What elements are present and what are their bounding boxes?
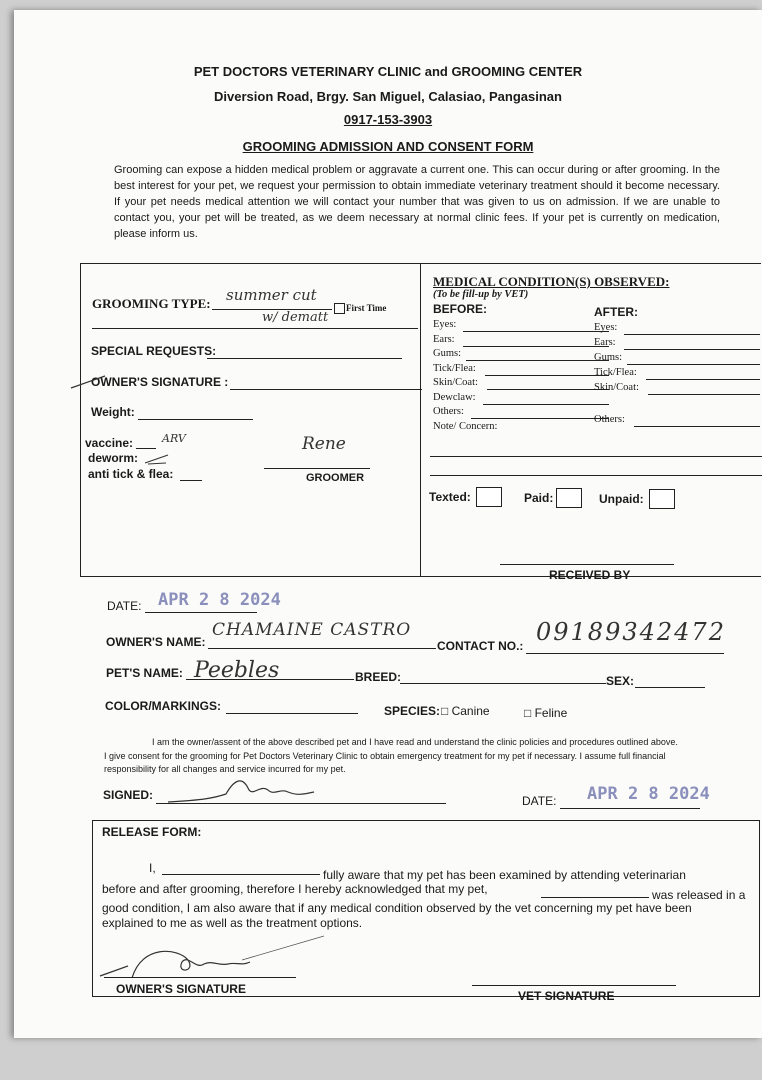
pet-name-line[interactable] bbox=[186, 679, 354, 680]
date2-line bbox=[560, 808, 700, 809]
before-item: Note/ Concern: bbox=[433, 420, 498, 432]
grooming-type-value-2: w/ dematt bbox=[262, 310, 329, 325]
contact-label: CONTACT NO.: bbox=[437, 639, 524, 653]
anti-tick-label: anti tick & flea: bbox=[88, 467, 174, 481]
section-divider bbox=[420, 263, 421, 577]
owner-name-line[interactable] bbox=[208, 648, 436, 649]
release-vet-line[interactable] bbox=[472, 985, 676, 986]
after-item[interactable]: Gums: bbox=[594, 352, 754, 367]
feline-option[interactable]: □ Feline bbox=[524, 706, 568, 720]
date-line bbox=[145, 612, 257, 613]
release-vet-label: VET SIGNATURE bbox=[518, 989, 615, 1003]
texted-checkbox[interactable] bbox=[476, 487, 502, 507]
unpaid-label: Unpaid: bbox=[599, 492, 644, 506]
special-requests-label: SPECIAL REQUESTS: bbox=[91, 344, 217, 358]
owner-signature-label: OWNER'S SIGNATURE : bbox=[91, 375, 229, 389]
before-item[interactable]: Tick/Flea: bbox=[433, 363, 593, 378]
after-item[interactable]: Others: bbox=[594, 414, 754, 429]
vaccine-label: vaccine: bbox=[85, 436, 134, 450]
first-time-checkbox[interactable] bbox=[334, 303, 345, 314]
consent-line-3: responsibility for all changes and service incurred for my pet. bbox=[104, 764, 346, 774]
before-item[interactable]: Skin/Coat: bbox=[433, 377, 593, 392]
sex-line[interactable] bbox=[635, 687, 705, 688]
release-owner-line[interactable] bbox=[104, 977, 296, 978]
owner-signature-line[interactable] bbox=[230, 389, 422, 390]
release-line2-suffix: was released in a bbox=[652, 888, 746, 902]
intro-paragraph: Grooming can expose a hidden medical problem or aggravate a current one. This can occur during or after grooming. In the best interest for your pet, we request your permission to obtain immediate veterinary treatment should it become necessary. If your pet needs medical attention we will contact your number that was given to us on admission. If we are unable to contact you, your pet will be treated, as we deem necessary at normal clinic fees. If your pet is currently on medication, please inform us. bbox=[114, 164, 720, 240]
grooming-type-value: summer cut bbox=[226, 286, 317, 304]
before-item[interactable]: Eyes: bbox=[433, 319, 593, 334]
groomer-label: GROOMER bbox=[306, 472, 365, 484]
paid-label: Paid: bbox=[524, 491, 554, 505]
release-line1-prefix: I, bbox=[149, 861, 156, 875]
received-by-label: RECEIVED BY bbox=[549, 568, 631, 582]
owner-signature-scribble bbox=[164, 770, 334, 806]
deworm-label: deworm: bbox=[88, 451, 139, 465]
release-owner-signature-scribble bbox=[92, 934, 332, 980]
color-label: COLOR/MARKINGS: bbox=[105, 699, 221, 713]
consent-line-1: I am the owner/assent of the above described pet and I have read and understand the clinic policies and procedures outlined above. bbox=[152, 737, 678, 747]
before-heading: BEFORE: bbox=[433, 302, 487, 316]
weight-label: Weight: bbox=[91, 405, 135, 419]
contact-value: 09189342472 bbox=[536, 618, 726, 646]
after-item[interactable]: Skin/Coat: bbox=[594, 382, 754, 397]
clinic-phone: 0917-153-3903 bbox=[343, 112, 433, 127]
release-line1-text: fully aware that my pet has been examined by attending veterinarian bbox=[323, 868, 686, 882]
date-label: DATE: bbox=[107, 599, 142, 613]
canine-option[interactable]: □ Canine bbox=[441, 704, 490, 718]
after-heading: AFTER: bbox=[594, 305, 638, 319]
owner-name-value: CHAMAINE CASTRO bbox=[212, 620, 412, 640]
species-label: SPECIES: bbox=[384, 704, 441, 718]
before-item[interactable]: Ears: bbox=[433, 334, 593, 349]
signed-label: SIGNED: bbox=[103, 788, 154, 802]
first-time-label: First Time bbox=[346, 303, 387, 313]
paid-checkbox[interactable] bbox=[556, 488, 582, 508]
after-item[interactable]: Tick/Flea: bbox=[594, 367, 754, 382]
color-line[interactable] bbox=[226, 713, 358, 714]
breed-line[interactable] bbox=[400, 683, 606, 684]
after-item[interactable]: Eyes: bbox=[594, 322, 754, 337]
clinic-name: PET DOCTORS VETERINARY CLINIC and GROOMING CENTER bbox=[193, 64, 583, 79]
form-page bbox=[14, 10, 762, 1038]
special-requests-line[interactable] bbox=[207, 358, 402, 359]
pet-name-value: Peebles bbox=[194, 658, 280, 683]
sex-label: SEX: bbox=[606, 674, 635, 688]
breed-label: BREED: bbox=[355, 670, 402, 684]
before-item[interactable]: Others: bbox=[433, 406, 593, 421]
consent-line-2: I give consent for the grooming for Pet Doctors Veterinary Clinic to obtain emergency treatment for my pet if necessary. I assume full financial bbox=[104, 751, 666, 761]
date2-stamp: APR 2 8 2024 bbox=[587, 784, 710, 804]
before-item[interactable]: Gums: bbox=[433, 348, 593, 363]
vaccine-line bbox=[136, 448, 156, 449]
release-owner-label: OWNER'S SIGNATURE bbox=[116, 982, 246, 996]
check-mark-icon bbox=[142, 452, 172, 466]
weight-line[interactable] bbox=[138, 419, 253, 420]
release-title: RELEASE FORM: bbox=[102, 825, 202, 839]
date-stamp: APR 2 8 2024 bbox=[158, 590, 281, 610]
vaccine-value: ARV bbox=[162, 432, 186, 445]
note-line-1[interactable] bbox=[430, 456, 762, 457]
form-title: GROOMING ADMISSION AND CONSENT FORM bbox=[242, 139, 534, 154]
clinic-address: Diversion Road, Brgy. San Miguel, Calasiao, Pangasinan bbox=[214, 89, 562, 104]
release-pet-line[interactable] bbox=[541, 897, 649, 898]
release-line3-text: good condition, I am also aware that if any medical condition observed by the vet concerning my pet have been bbox=[102, 901, 692, 915]
grooming-type-line-2 bbox=[92, 328, 418, 329]
before-item[interactable]: Dewclaw: bbox=[433, 392, 593, 407]
release-name-line[interactable] bbox=[162, 874, 320, 875]
medical-subtitle: (To be fill-up by VET) bbox=[433, 289, 529, 300]
pen-mark-icon bbox=[69, 372, 109, 392]
pet-name-label: PET'S NAME: bbox=[106, 666, 183, 680]
before-list bbox=[433, 319, 593, 435]
contact-line[interactable] bbox=[526, 653, 724, 654]
medical-title: MEDICAL CONDITION(S) OBSERVED: bbox=[433, 274, 670, 289]
date2-label: DATE: bbox=[522, 794, 557, 808]
groomer-line bbox=[264, 468, 370, 469]
groomer-signature: Rene bbox=[302, 434, 346, 454]
grooming-type-label: GROOMING TYPE: bbox=[92, 296, 211, 311]
anti-tick-line[interactable] bbox=[180, 480, 202, 481]
after-item[interactable]: Ears: bbox=[594, 337, 754, 352]
after-list bbox=[594, 322, 754, 429]
unpaid-checkbox[interactable] bbox=[649, 489, 675, 509]
received-by-line[interactable] bbox=[500, 564, 674, 565]
note-line-2[interactable] bbox=[430, 475, 762, 476]
release-line2-text: before and after grooming, therefore I hereby acknowledged that my pet, bbox=[102, 882, 488, 896]
texted-label: Texted: bbox=[429, 490, 471, 504]
owner-name-label: OWNER'S NAME: bbox=[106, 635, 206, 649]
release-line4-text: explained to me as well as the treatment options. bbox=[102, 916, 363, 930]
